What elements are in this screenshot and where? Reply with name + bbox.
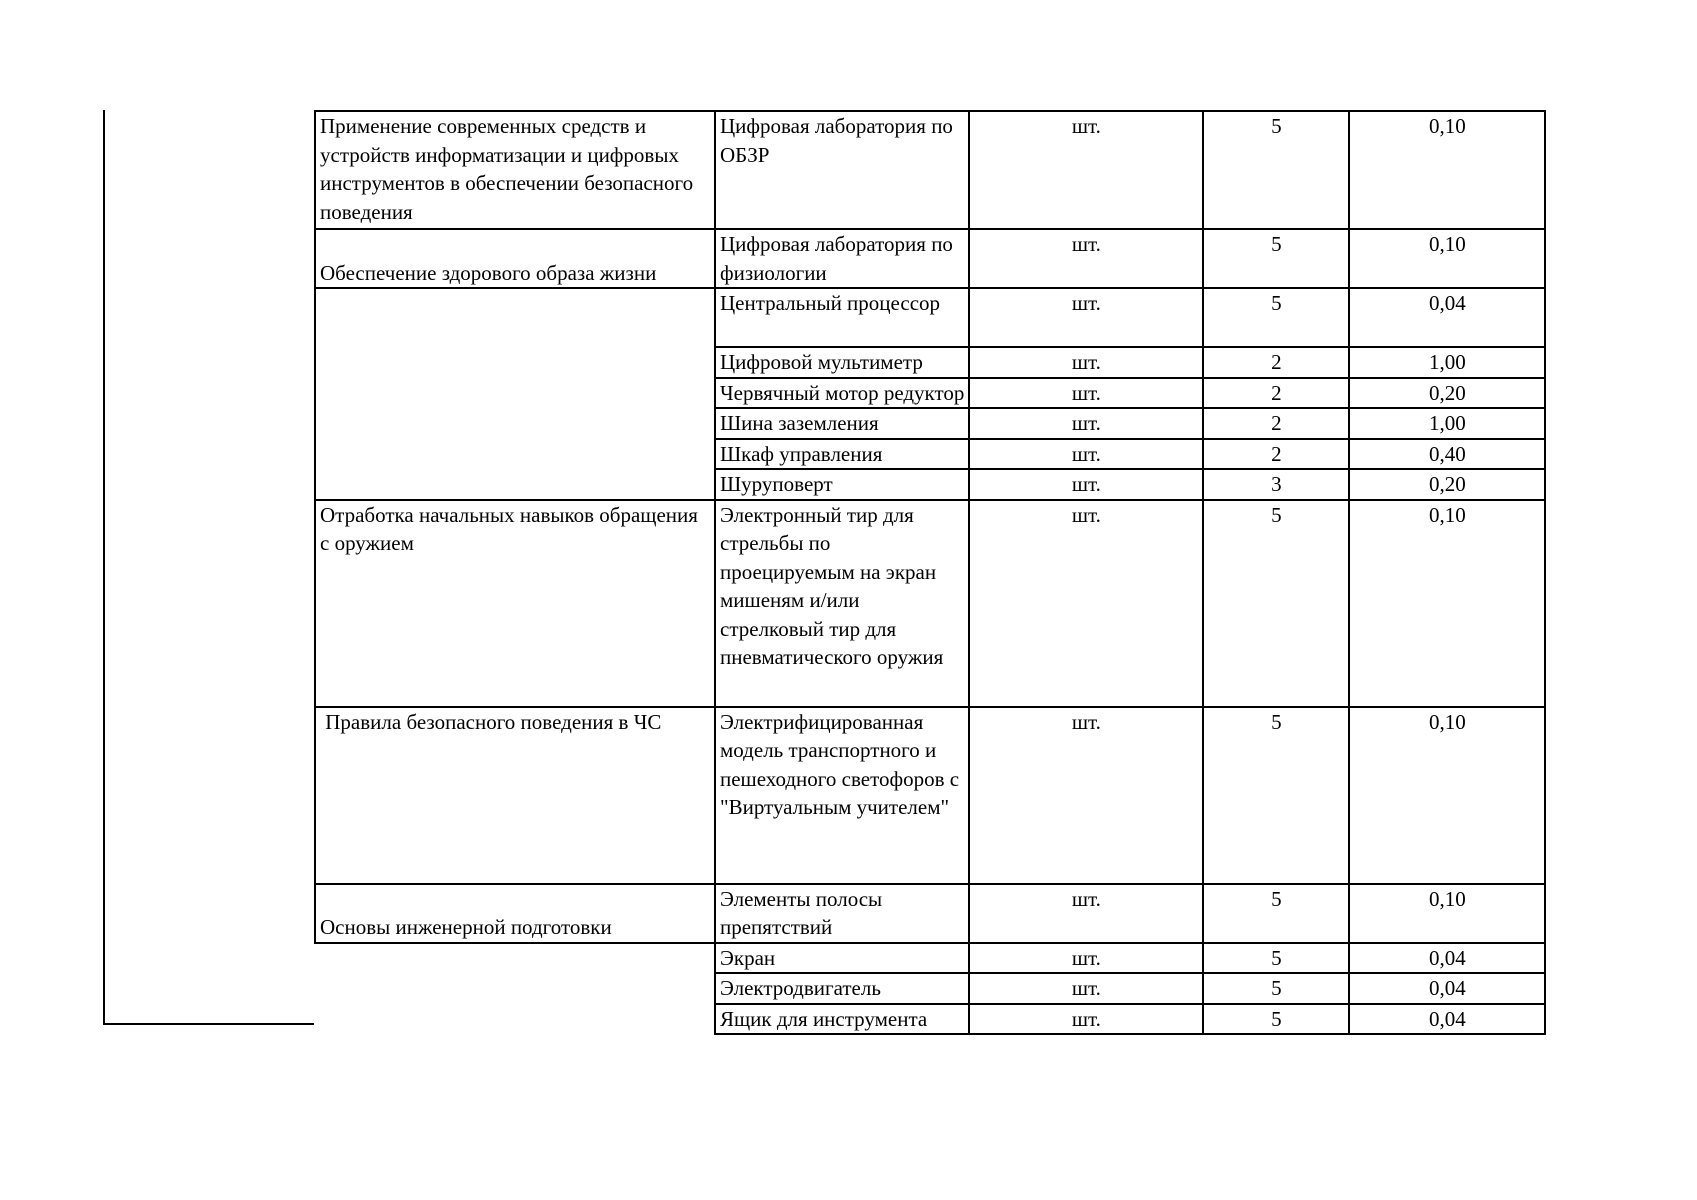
item-name-cell: Шина заземления: [715, 408, 969, 439]
table-row: [315, 884, 1545, 943]
unit-cell: шт.: [969, 347, 1203, 378]
topic-cell: Обеспечение здорового образа жизни: [315, 229, 715, 288]
topic-cell-empty: [315, 288, 715, 500]
quantity-cell: 5: [1203, 707, 1349, 884]
quantity-cell: 5: [1203, 500, 1349, 707]
item-name-cell: Электрифицированная модель транспортного и пешеходного светофоров с "Виртуальным учителем": [715, 707, 969, 884]
norm-cell: 1,00: [1349, 408, 1545, 439]
norm-cell: 0,40: [1349, 439, 1545, 470]
unit-cell: шт.: [969, 408, 1203, 439]
topic-cell: Правила безопасного поведения в ЧС: [315, 707, 715, 884]
norm-cell: 0,10: [1349, 229, 1545, 288]
quantity-cell: 5: [1203, 973, 1349, 1004]
norm-cell: 0,10: [1349, 707, 1545, 884]
table-row: [315, 500, 1545, 707]
topic-cell-empty: [315, 943, 715, 1035]
norm-cell: 0,20: [1349, 378, 1545, 409]
quantity-cell: 5: [1203, 1004, 1349, 1035]
unit-cell: шт.: [969, 1004, 1203, 1035]
unit-cell: шт.: [969, 439, 1203, 470]
norm-cell: 0,10: [1349, 500, 1545, 707]
norm-cell: 0,04: [1349, 973, 1545, 1004]
item-name-cell: Центральный процессор: [715, 288, 969, 347]
quantity-cell: 5: [1203, 943, 1349, 974]
quantity-cell: 2: [1203, 378, 1349, 409]
item-name-cell: Электродвигатель: [715, 973, 969, 1004]
item-name-cell: Цифровая лаборатория по ОБЗР: [715, 111, 969, 229]
quantity-cell: 3: [1203, 469, 1349, 500]
item-name-cell: Ящик для инструмента: [715, 1004, 969, 1035]
unit-cell: шт.: [969, 229, 1203, 288]
topic-cell: Применение современных средств и устройств информатизации и цифровых инструментов в обеспечении безопасного поведения: [315, 111, 715, 229]
norm-cell: 0,20: [1349, 469, 1545, 500]
item-name-cell: Шкаф управления: [715, 439, 969, 470]
unit-cell: шт.: [969, 469, 1203, 500]
norm-cell: 0,10: [1349, 884, 1545, 943]
table-row: [315, 111, 1545, 229]
quantity-cell: 5: [1203, 111, 1349, 229]
item-name-cell: Экран: [715, 943, 969, 974]
item-name-cell: Цифровой мультиметр: [715, 347, 969, 378]
quantity-cell: 5: [1203, 229, 1349, 288]
quantity-cell: 2: [1203, 408, 1349, 439]
unit-cell: шт.: [969, 707, 1203, 884]
item-name-cell: Элементы полосы препятствий: [715, 884, 969, 943]
table-row: [315, 288, 1545, 347]
item-name-cell: Цифровая лаборатория по физиологии: [715, 229, 969, 288]
table-row: [315, 943, 1545, 974]
left-column-border-left: [103, 110, 105, 1025]
equipment-table: [314, 110, 1546, 1035]
unit-cell: шт.: [969, 288, 1203, 347]
norm-cell: 0,04: [1349, 1004, 1545, 1035]
table-row: [315, 229, 1545, 288]
topic-cell: Отработка начальных навыков обращения с оружием: [315, 500, 715, 707]
unit-cell: шт.: [969, 973, 1203, 1004]
quantity-cell: 5: [1203, 884, 1349, 943]
quantity-cell: 2: [1203, 347, 1349, 378]
table-row: [315, 707, 1545, 884]
unit-cell: шт.: [969, 884, 1203, 943]
item-name-cell: Червячный мотор редуктор: [715, 378, 969, 409]
topic-cell: Основы инженерной подготовки: [315, 884, 715, 943]
unit-cell: шт.: [969, 943, 1203, 974]
unit-cell: шт.: [969, 378, 1203, 409]
quantity-cell: 2: [1203, 439, 1349, 470]
item-name-cell: Шуруповерт: [715, 469, 969, 500]
norm-cell: 0,04: [1349, 943, 1545, 974]
quantity-cell: 5: [1203, 288, 1349, 347]
unit-cell: шт.: [969, 111, 1203, 229]
item-name-cell: Электронный тир для стрельбы по проецируемым на экран мишеням и/или стрелковый тир для пневматического оружия: [715, 500, 969, 707]
norm-cell: 0,04: [1349, 288, 1545, 347]
left-column-border-bottom: [103, 1023, 314, 1025]
norm-cell: 1,00: [1349, 347, 1545, 378]
unit-cell: шт.: [969, 500, 1203, 707]
norm-cell: 0,10: [1349, 111, 1545, 229]
